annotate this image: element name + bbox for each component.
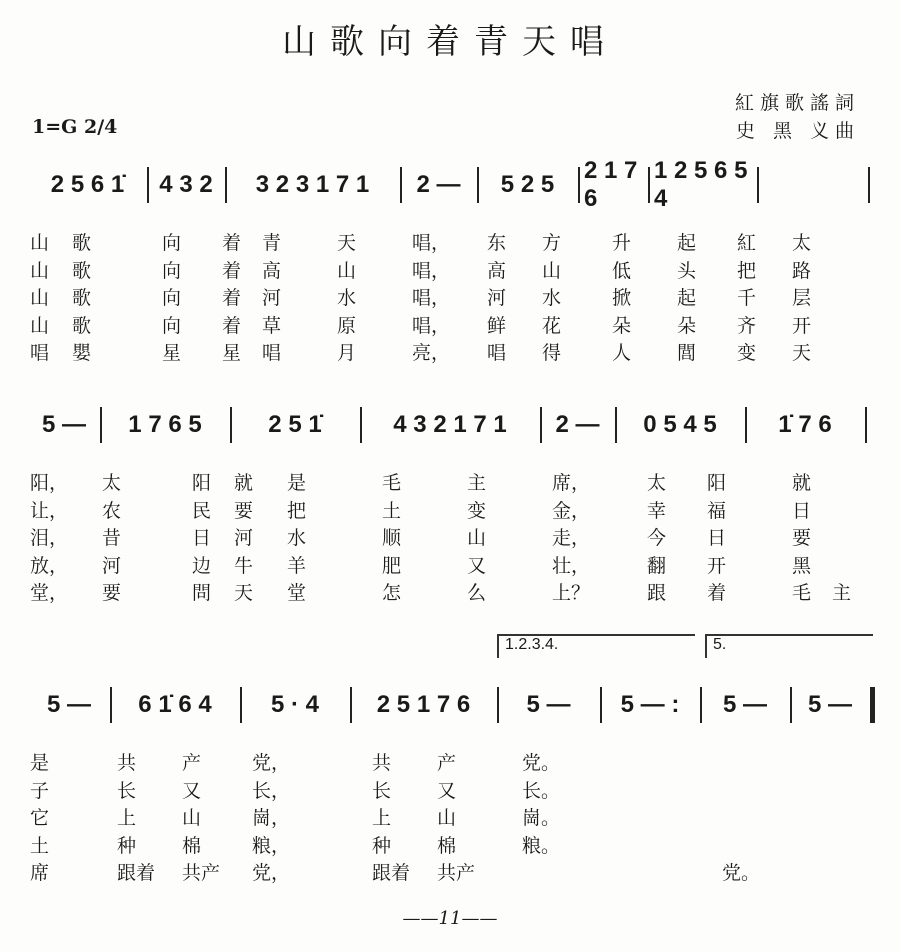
lyric-syllable: 党。 [722,862,761,884]
barline [600,687,602,723]
lyric-syllable: 今 [647,527,667,549]
lyric-syllable: 党， [252,862,291,884]
lyric-syllable: 起 [677,232,697,254]
lyric-syllable: 水 [287,527,307,549]
lyric-syllable: 变 [467,499,487,522]
lyric-syllable: 开 [792,314,812,337]
lyric-syllable: 黑 [792,554,812,577]
volta-bracket-1: 1.2.3.4. [497,634,695,658]
lyric-syllable: 席 [30,862,50,884]
composer-credit: 史 黑 义曲 [735,120,860,142]
measure: 5 — [526,691,571,718]
lyric-syllable: 天 [234,582,254,604]
lyric-syllable: 翻 [647,554,667,577]
measure: 2 5 1 7 6 [376,691,471,718]
barline [757,167,759,203]
lyric-syllable: 共产 [437,862,476,884]
lyric-syllable: 放， [30,554,69,577]
lyric-syllable: 昔 [102,527,122,549]
barline [540,407,542,443]
barline [865,407,867,443]
measure: 0 5 4 5 [643,411,717,438]
lyric-syllable: 把 [287,499,307,522]
barline [225,167,227,203]
lyric-syllable: 毛 [792,582,812,604]
page-number: ——11—— [402,908,498,929]
lyric-syllable: 产 [182,752,202,774]
lyric-syllable: 怎 [382,582,402,604]
lyric-syllable: 肥 [382,554,402,577]
lyric-syllable: 长 [117,779,137,802]
barline [100,407,102,443]
lyric-syllable: 阳 [192,472,212,494]
lyric-syllable: 种 [117,834,137,857]
lyric-syllable: 高 [487,259,507,282]
measure: 4 3 2 [159,171,213,198]
lyric-syllable: 歌 [72,259,92,282]
lyric-syllable: 堂 [287,582,307,604]
measure: 2 — [555,411,600,438]
measure: 1 7 6 5 [128,411,202,438]
lyric-syllable: 着 [222,259,242,282]
barline [745,407,747,443]
lyric-syllable: 产 [437,752,457,774]
lyric-syllable: 共 [372,752,392,774]
measure: 2 — [416,171,461,198]
lyric-syllable: 着 [222,287,242,309]
lyric-syllable: 歌 [72,287,92,309]
lyric-syllable: 边 [192,554,212,577]
lyric-syllable: 党， [252,752,291,774]
lyric-syllable: 崗， [252,807,291,829]
lyric-syllable: 青 [262,232,282,254]
lyric-syllable: 是 [30,752,50,774]
lyric-syllable: 天 [337,232,357,254]
measure: 5 — [46,691,91,718]
lyric-syllable: 方 [542,232,562,254]
lyric-syllable: 山 [437,807,457,829]
barline [868,167,870,203]
lyric-syllable: 河 [234,527,254,549]
lyric-syllable: 着 [222,314,242,337]
lyric-syllable: 星 [162,342,182,364]
lyric-syllable: 日 [707,527,727,549]
lyric-syllable: 上 [372,807,392,829]
barline [870,687,875,723]
lyric-syllable: 花 [542,314,562,337]
lyric-syllable: 紅 [737,232,757,254]
lyric-syllable: 山 [30,287,50,309]
song-title: 山歌向着青天唱 [282,22,618,62]
lyric-syllable: 上？ [552,582,591,604]
measure: 2 5 1̇ [268,411,322,438]
lyric-syllable: 长， [252,779,291,802]
lyric-syllable: 泪， [30,527,69,549]
lyric-syllable: 山 [542,259,562,282]
lyric-syllable: 壮， [552,554,591,577]
lyric-syllable: 让， [30,499,69,522]
lyric-syllable: 唱， [412,287,451,309]
lyric-syllable: 日 [792,499,812,522]
lyric-syllable: 水 [542,287,562,309]
lyric-syllable: 草 [262,314,282,337]
lyric-syllable: 又 [467,554,487,577]
lyric-syllable: 朵 [612,314,632,337]
lyric-syllable: 原 [337,314,357,337]
barline [230,407,232,443]
lyric-syllable: 着 [222,232,242,254]
lyric-syllable: 唱 [30,342,50,364]
lyric-syllable: 跟着 [372,862,411,884]
lyric-syllable: 土 [382,499,402,522]
lyric-syllable: 长。 [522,779,561,802]
measure: 5 — [722,691,767,718]
lyric-syllable: 歌 [72,314,92,337]
lyric-syllable: 主 [467,472,487,494]
measure: 5 — [807,691,852,718]
lyric-syllable: 天 [792,342,812,364]
lyric-syllable: 子 [30,779,50,802]
lyric-syllable: 高 [262,259,282,282]
lyric-syllable: 牛 [234,554,254,577]
lyric-syllable: 路 [792,259,812,282]
lyric-syllable: 閭 [677,342,697,364]
barline [578,167,580,203]
measure: 5 · 4 [270,691,320,718]
lyric-syllable: 头 [677,259,697,282]
barline [615,407,617,443]
lyric-syllable: 掀 [612,287,632,309]
lyric-syllable: 农 [102,499,122,522]
lyric-syllable: 着 [707,582,727,604]
lyricist-credit: 紅旗歌謠詞 [734,92,860,114]
lyric-syllable: 唱 [487,342,507,364]
lyric-syllable: 又 [182,779,202,802]
measure: 6 1̇ 6 4 [138,691,212,718]
barline [147,167,149,203]
barline [110,687,112,723]
lyric-syllable: 堂， [30,582,69,604]
measure: 3 2 3 1 7 1 [255,171,370,198]
lyric-syllable: 东 [487,232,507,254]
lyric-syllable: 长 [372,779,392,802]
lyric-syllable: 主 [832,582,852,604]
lyric-syllable: 棉 [182,834,202,857]
lyric-syllable: 福 [707,499,727,522]
lyric-syllable: 跟 [647,582,667,604]
lyric-syllable: 月 [337,342,357,364]
lyric-syllable: 么 [467,582,487,604]
lyric-syllable: 唱， [412,232,451,254]
lyric-syllable: 共产 [182,862,221,884]
lyric-syllable: 是 [287,472,307,494]
lyric-syllable: 跟着 [117,862,156,884]
measure: 1̇ 7 6 [778,411,832,438]
lyric-syllable: 幸 [647,499,667,522]
lyric-syllable: 毛 [382,472,402,494]
lyric-syllable: 嬰 [72,342,92,364]
lyric-syllable: 齐 [737,314,757,337]
lyric-syllable: 要 [102,582,122,604]
lyric-syllable: 粮。 [522,834,561,857]
lyric-syllable: 向 [162,314,182,337]
lyric-syllable: 星 [222,342,242,364]
barline [700,687,702,723]
measure: 2 1 7 6 [584,157,638,212]
barline [477,167,479,203]
barline [240,687,242,723]
measure: 5 2 5 [500,171,555,198]
measure: 4 3 2 1 7 1 [393,411,507,438]
lyric-syllable: 层 [792,287,812,309]
lyric-syllable: 河 [102,554,122,577]
measure: 5 — : [620,691,680,718]
lyric-syllable: 歌 [72,232,92,254]
lyric-syllable: 低 [612,259,632,282]
lyric-syllable: 阳 [707,472,727,494]
lyric-syllable: 种 [372,834,392,857]
lyric-syllable: 太 [792,232,812,254]
lyric-syllable: 民 [192,499,212,522]
lyric-syllable: 向 [162,232,182,254]
lyric-syllable: 問 [192,582,212,604]
barline [648,167,650,203]
lyric-syllable: 山 [30,259,50,282]
lyric-syllable: 席， [552,472,591,494]
lyric-syllable: 就 [792,472,812,494]
lyric-syllable: 上 [117,807,137,829]
barline [350,687,352,723]
lyric-syllable: 要 [792,527,812,549]
lyric-syllable: 顺 [382,527,402,549]
measure: 2 5 6 1̇ [50,171,125,198]
lyric-syllable: 土 [30,834,50,857]
lyric-syllable: 鲜 [487,314,507,337]
lyric-syllable: 就 [234,472,254,494]
lyric-syllable: 得 [542,342,562,364]
lyric-syllable: 山 [337,259,357,282]
lyric-syllable: 向 [162,287,182,309]
lyric-syllable: 共 [117,752,137,774]
lyric-syllable: 粮， [252,834,291,857]
barline [790,687,792,723]
lyric-syllable: 山 [30,232,50,254]
lyric-syllable: 走， [552,527,591,549]
key-signature: 1=G 2/4 [32,116,118,138]
lyric-syllable: 崗。 [522,807,561,829]
lyric-syllable: 羊 [287,554,307,577]
lyric-syllable: 起 [677,287,697,309]
lyric-syllable: 山 [467,527,487,549]
lyric-syllable: 朵 [677,314,697,337]
lyric-syllable: 升 [612,232,632,254]
lyric-syllable: 棉 [437,834,457,857]
lyric-syllable: 又 [437,779,457,802]
volta-bracket-2: 5. [705,634,873,658]
measure: 5 — [41,411,86,438]
measure: 1 2 5 6 5 4 [654,157,748,212]
lyric-syllable: 金， [552,499,591,522]
lyric-syllable: 山 [182,807,202,829]
lyric-syllable: 千 [737,287,757,309]
barline [360,407,362,443]
lyric-syllable: 亮， [412,342,451,364]
lyric-syllable: 唱 [262,342,282,364]
barline [497,687,499,723]
lyric-syllable: 人 [612,342,632,364]
lyric-syllable: 阳， [30,472,69,494]
lyric-syllable: 唱， [412,314,451,337]
lyric-syllable: 河 [487,287,507,309]
lyric-syllable: 把 [737,259,757,282]
lyric-syllable: 日 [192,527,212,549]
lyric-syllable: 开 [707,554,727,577]
lyric-syllable: 唱， [412,259,451,282]
lyric-syllable: 党。 [522,752,561,774]
lyric-syllable: 山 [30,314,50,337]
lyric-syllable: 要 [234,499,254,522]
lyric-syllable: 河 [262,287,282,309]
lyric-syllable: 水 [337,287,357,309]
lyric-syllable: 太 [647,472,667,494]
lyric-syllable: 变 [737,342,757,364]
lyric-syllable: 向 [162,259,182,282]
lyric-syllable: 太 [102,472,122,494]
lyric-syllable: 它 [30,807,50,829]
barline [400,167,402,203]
